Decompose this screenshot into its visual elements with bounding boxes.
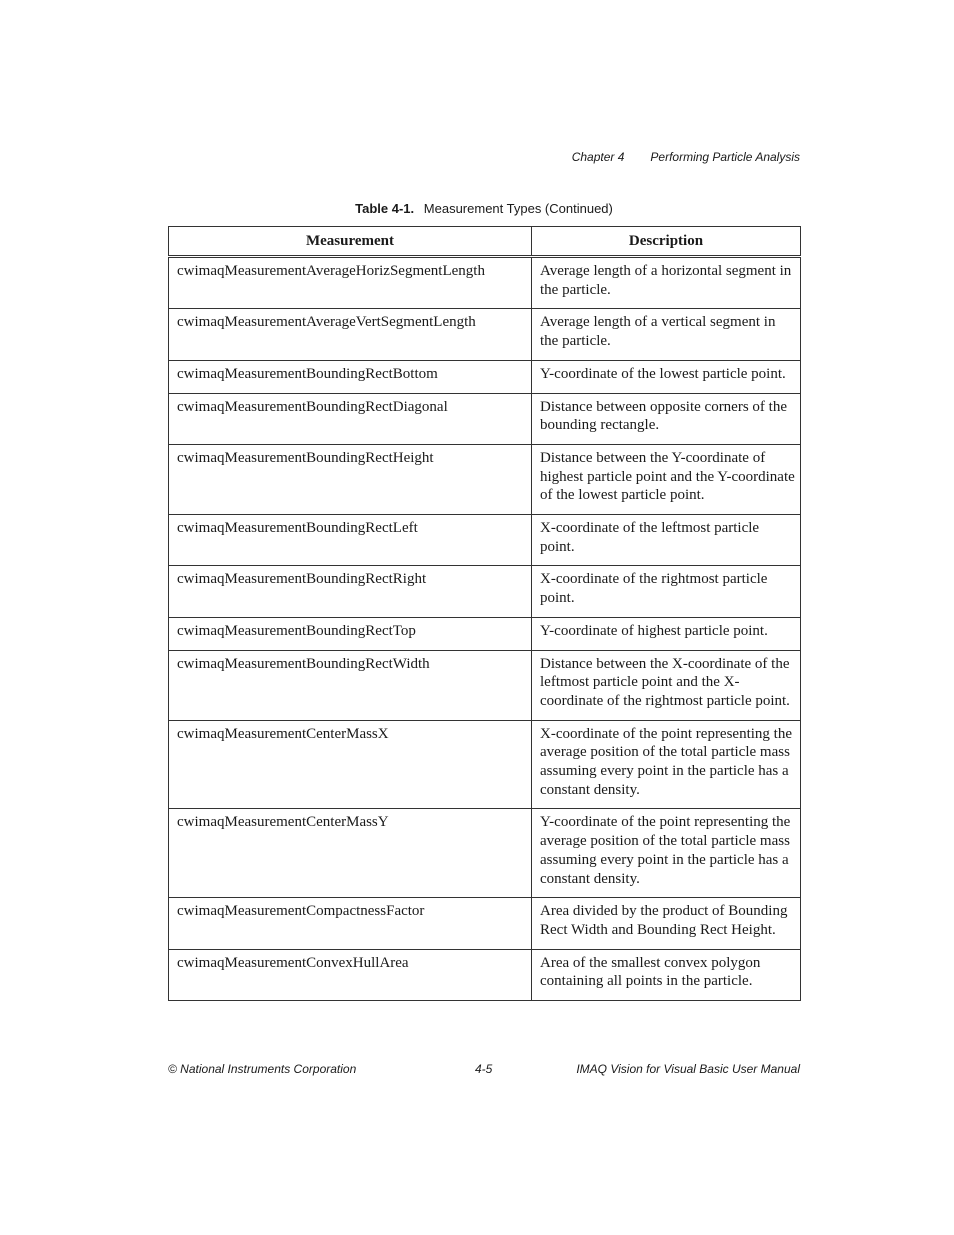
description-cell: Average length of a vertical segment in the particle. (532, 309, 801, 360)
running-header (572, 150, 800, 164)
description-cell: Y-coordinate of the point representing the average position of the total particle mass assuming every point in the particle has a constant density. (532, 809, 801, 898)
description-cell: Y-coordinate of the lowest particle point. (532, 360, 801, 393)
table-row (169, 566, 801, 617)
measurement-cell: cwimaqMeasurementAverageHorizSegmentLength (169, 257, 532, 309)
table-row (169, 360, 801, 393)
measurement-cell: cwimaqMeasurementConvexHullArea (169, 949, 532, 1000)
description-cell: Distance between the Y-coordinate of highest particle point and the Y-coordinate of the lowest particle point. (532, 444, 801, 514)
measurement-types-table (168, 226, 801, 1001)
table-row (169, 515, 801, 566)
table-row (169, 393, 801, 444)
chapter-label: Chapter 4 (571, 150, 625, 164)
description-cell: Area divided by the product of Bounding Rect Width and Bounding Rect Height. (532, 898, 801, 949)
table-row (169, 809, 801, 898)
measurement-cell: cwimaqMeasurementCenterMassX (169, 720, 532, 809)
measurement-cell: cwimaqMeasurementBoundingRectLeft (169, 515, 532, 566)
table-row (169, 617, 801, 650)
description-cell: Average length of a horizontal segment in the particle. (532, 257, 801, 309)
description-cell: Distance between the X-coordinate of the leftmost particle point and the X-coordinate of the rightmost particle point. (532, 650, 801, 720)
measurement-cell: cwimaqMeasurementCenterMassY (169, 809, 532, 898)
copyright-text: © National Instruments Corporation (168, 1062, 357, 1076)
measurement-cell: cwimaqMeasurementBoundingRectDiagonal (169, 393, 532, 444)
description-cell: Area of the smallest convex polygon containing all points in the particle. (532, 949, 801, 1000)
table-row (169, 257, 801, 309)
measurement-cell: cwimaqMeasurementAverageVertSegmentLength (169, 309, 532, 360)
description-cell: Distance between opposite corners of the bounding rectangle. (532, 393, 801, 444)
description-cell: Y-coordinate of highest particle point. (532, 617, 801, 650)
table-row (169, 309, 801, 360)
description-cell: X-coordinate of the rightmost particle point. (532, 566, 801, 617)
table-row (169, 444, 801, 514)
page-number: 4-5 (475, 1062, 493, 1076)
measurement-cell: cwimaqMeasurementBoundingRectTop (169, 617, 532, 650)
table-row (169, 650, 801, 720)
table-header-row (169, 227, 801, 257)
measurement-cell: cwimaqMeasurementBoundingRectHeight (169, 444, 532, 514)
description-cell: X-coordinate of the leftmost particle point. (532, 515, 801, 566)
table-row (169, 720, 801, 809)
table-number: Table 4-1. (355, 201, 415, 216)
table-row (169, 949, 801, 1000)
table-body (169, 257, 801, 1001)
measurement-cell: cwimaqMeasurementCompactnessFactor (169, 898, 532, 949)
measurement-cell: cwimaqMeasurementBoundingRectRight (169, 566, 532, 617)
measurement-cell: cwimaqMeasurementBoundingRectWidth (169, 650, 532, 720)
column-header-measurement: Measurement (169, 227, 532, 257)
table-caption (0, 201, 954, 216)
table-title: Measurement Types (Continued) (423, 201, 613, 216)
description-cell: X-coordinate of the point representing the average position of the total particle mass assuming every point in the particle has a constant density. (532, 720, 801, 809)
section-title: Performing Particle Analysis (650, 150, 800, 164)
table-row (169, 898, 801, 949)
measurement-cell: cwimaqMeasurementBoundingRectBottom (169, 360, 532, 393)
column-header-description: Description (532, 227, 801, 257)
manual-title: IMAQ Vision for Visual Basic User Manual (576, 1062, 800, 1076)
